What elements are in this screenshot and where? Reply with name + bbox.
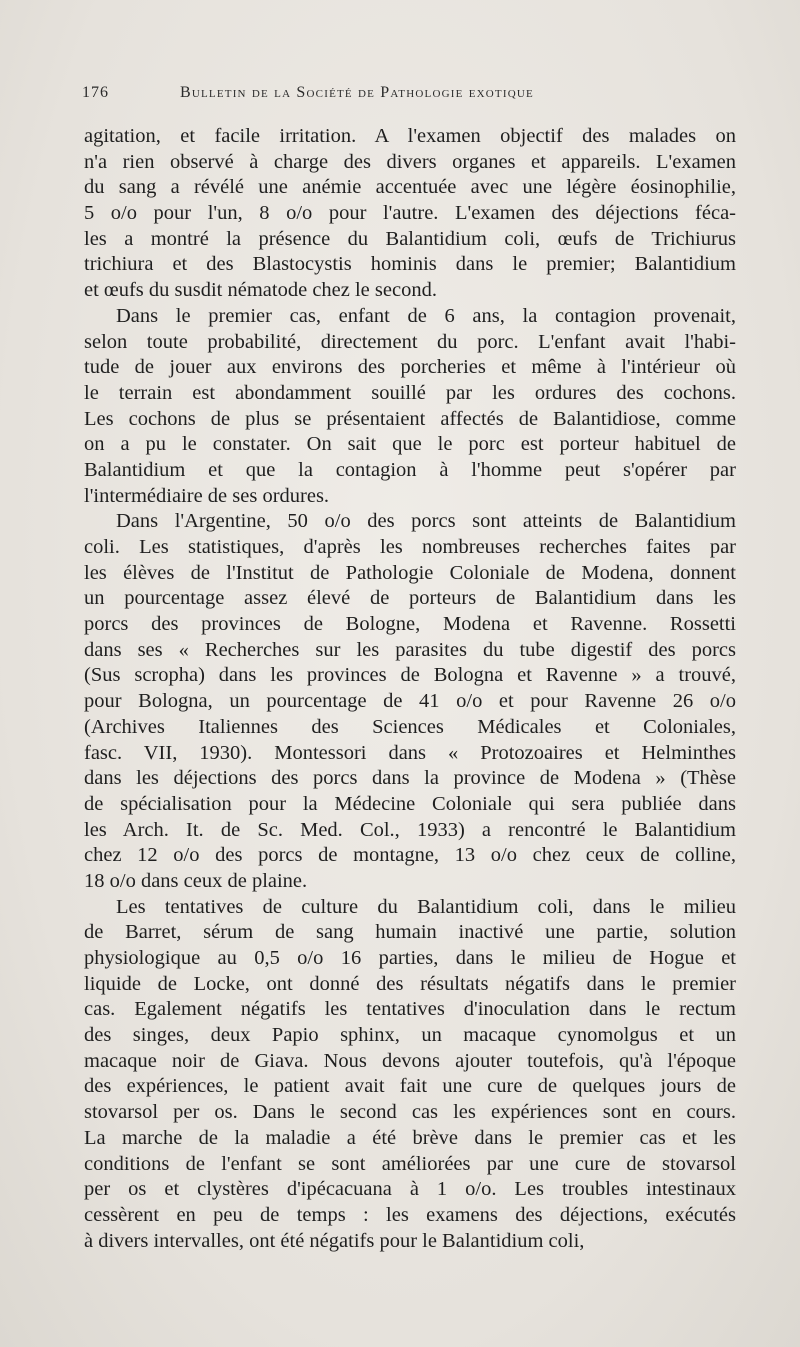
text-line: Les cochons de plus se présentaient affectés de Balantidiose, comme	[84, 407, 736, 430]
text-line: les élèves de l'Institut de Pathologie Coloniale de Modena, donnent	[84, 561, 736, 584]
text-line: et œufs du susdit nématode chez le second.	[84, 279, 437, 302]
text-line: cas. Egalement négatifs les tentatives d'inoculation dans le rectum	[84, 998, 736, 1021]
text-line: tude de jouer aux environs des porcheries et même à l'intérieur où	[84, 356, 736, 379]
text-line: de Barret, sérum de sang humain inactivé une partie, solution	[84, 921, 736, 944]
text-line: de spécialisation pour la Médecine Coloniale qui sera publiée dans	[84, 792, 736, 815]
text-line: per os et clystères d'ipécacuana à 1 o/o. Les troubles intestinaux	[84, 1178, 736, 1201]
text-line: Les tentatives de culture du Balantidium coli, dans le milieu	[116, 895, 736, 918]
text-line: trichiura et des Blastocystis hominis dans le premier; Balantidium	[84, 253, 736, 276]
page-number: 176	[82, 84, 109, 101]
text-line: macaque noir de Giava. Nous devons ajouter toutefois, qu'à l'époque	[84, 1049, 736, 1072]
text-line: liquide de Locke, ont donné des résultats négatifs dans le premier	[84, 972, 736, 995]
text-line: les a montré la présence du Balantidium coli, œufs de Trichiurus	[84, 227, 736, 250]
text-line: cessèrent en peu de temps : les examens des déjections, exécutés	[84, 1203, 736, 1226]
text-line: Balantidium et que la contagion à l'homme peut s'opérer par	[84, 458, 736, 481]
text-line: agitation, et facile irritation. A l'examen objectif des malades on	[84, 125, 736, 147]
text-line: coli. Les statistiques, d'après les nombreuses recherches faites par	[84, 536, 736, 558]
text-line: on a pu le constater. On sait que le porc est porteur habituel de	[84, 433, 736, 456]
text-line: conditions de l'enfant se sont améliorées par une cure de stovarsol	[84, 1152, 736, 1175]
text-line: 5 o/o pour l'un, 8 o/o pour l'autre. L'examen des déjections féca-	[84, 202, 736, 225]
text-line: 18 o/o dans ceux de plaine.	[84, 869, 308, 892]
text-line: Dans le premier cas, enfant de 6 ans, la contagion provenait,	[116, 304, 736, 327]
text-line: dans les déjections des porcs dans la province de Modena » (Thèse	[84, 767, 736, 790]
page-header	[82, 84, 722, 106]
text-line: un pourcentage assez élevé de porteurs de Balantidium dans les	[84, 587, 736, 610]
text-line: stovarsol per os. Dans le second cas les expériences sont en cours.	[84, 1101, 736, 1124]
text-line: (Archives Italiennes des Sciences Médicales et Coloniales,	[84, 715, 736, 738]
text-line: Dans l'Argentine, 50 o/o des porcs sont atteints de Balantidium	[116, 510, 736, 533]
text-line: La marche de la maladie a été brève dans le premier cas et les	[84, 1126, 736, 1149]
running-title: Bulletin de la Société de Pathologie exotique	[180, 84, 534, 101]
text-line: l'intermédiaire de ses ordures.	[84, 484, 330, 507]
text-line: n'a rien observé à charge des divers organes et appareils. L'examen	[84, 150, 736, 173]
text-line: du sang a révélé une anémie accentuée avec une légère éosinophilie,	[84, 176, 736, 199]
text-line: (Sus scropha) dans les provinces de Bologna et Ravenne » a trouvé,	[84, 664, 736, 687]
text-line: fasc. VII, 1930). Montessori dans « Protozoaires et Helminthes	[84, 741, 736, 764]
text-line: à divers intervalles, ont été négatifs pour le Balantidium coli,	[84, 1229, 585, 1252]
text-line: chez 12 o/o des porcs de montagne, 13 o/o chez ceux de colline,	[84, 844, 736, 867]
text-line: le terrain est abondamment souillé par les ordures des cochons.	[84, 381, 736, 404]
text-line: des singes, deux Papio sphinx, un macaque cynomolgus et un	[84, 1024, 736, 1047]
body-text	[84, 124, 736, 1254]
text-line: les Arch. It. de Sc. Med. Col., 1933) a rencontré le Balantidium	[84, 818, 736, 841]
text-line: physiologique au 0,5 o/o 16 parties, dans le milieu de Hogue et	[84, 947, 736, 969]
text-line: pour Bologna, un pourcentage de 41 o/o et pour Ravenne 26 o/o	[84, 690, 736, 713]
text-line: porcs des provinces de Bologne, Modena et Ravenne. Rossetti	[84, 613, 736, 636]
text-line: des expériences, le patient avait fait une cure de quelques jours de	[84, 1075, 736, 1098]
text-line: selon toute probabilité, directement du porc. L'enfant avait l'habi-	[84, 330, 736, 353]
text-line: dans ses « Recherches sur les parasites du tube digestif des porcs	[84, 638, 736, 661]
